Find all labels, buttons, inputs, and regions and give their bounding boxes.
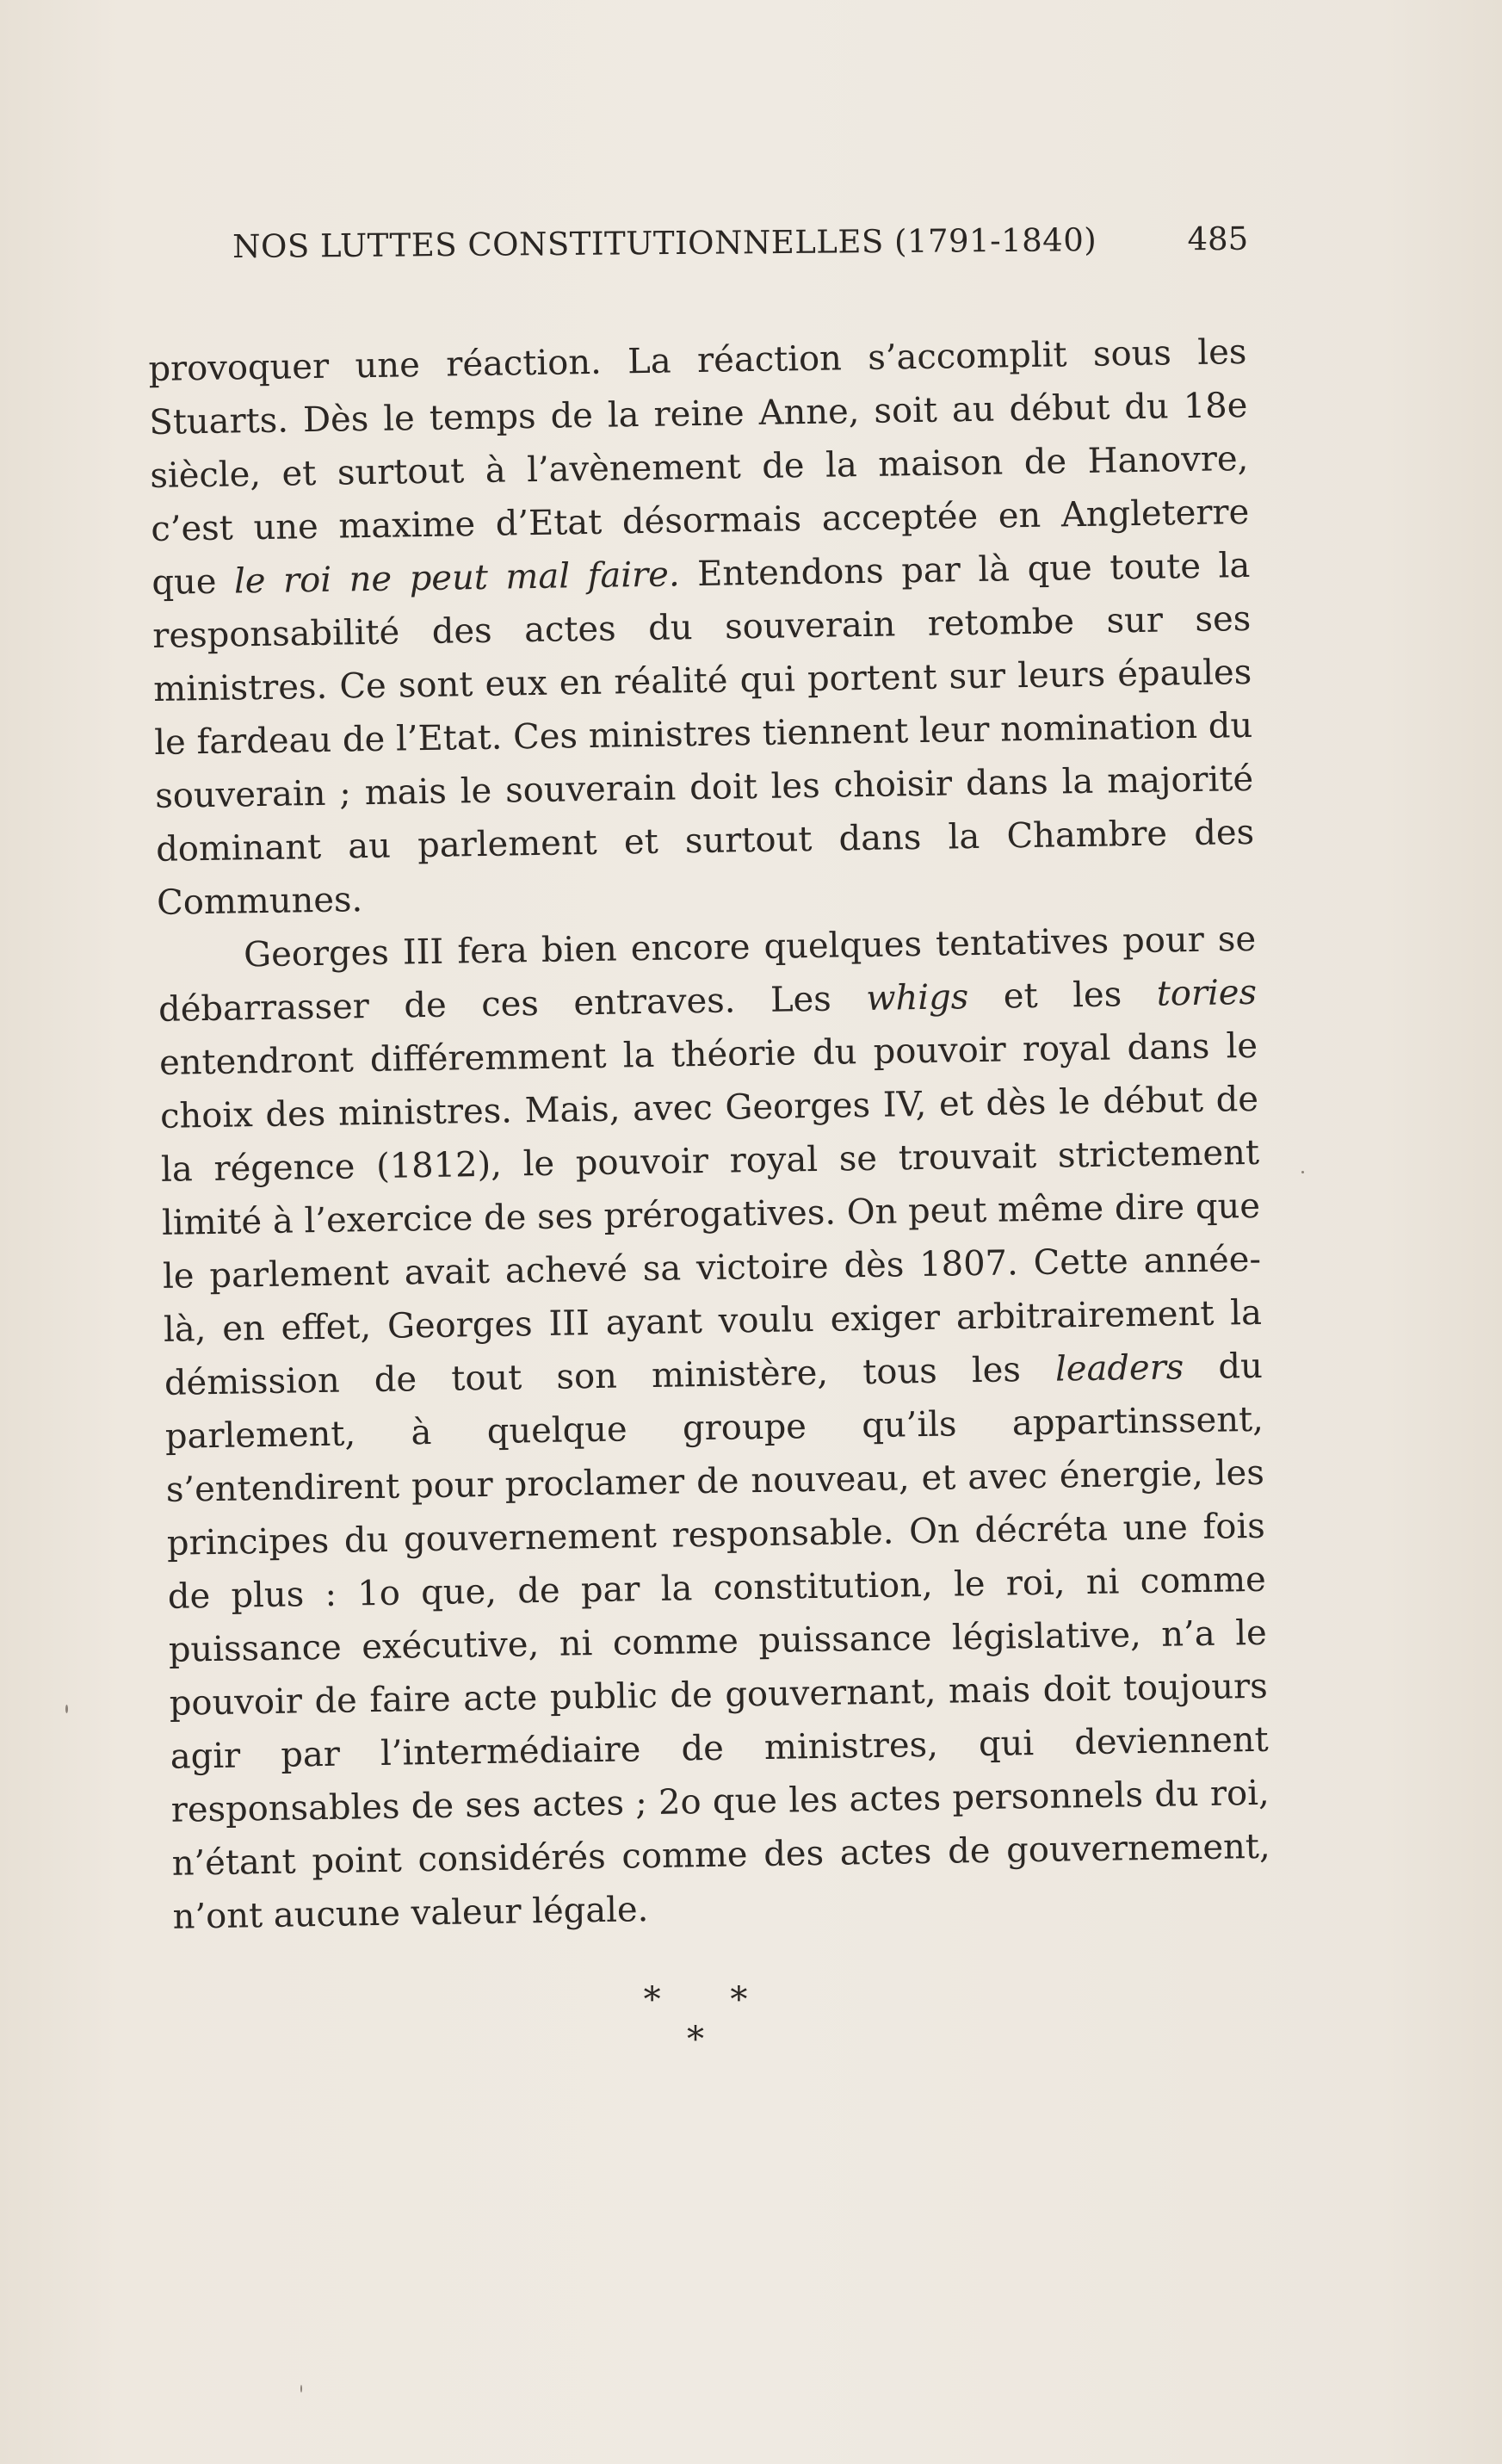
text-segment: provoquer une réaction. La réaction s’accomplit sous les Stuarts. Dès le temps de la reine Anne, soit au début du 18e siècle, et surtout à l’avènement de la maison de Hanovre, c’est une maxime d’Etat désormais acceptée en Angleterre que: [148, 331, 1250, 603]
section-ornament: * * *: [643, 1980, 777, 2059]
paper-speck: [300, 2385, 302, 2393]
paper-speck: [65, 1705, 68, 1713]
italic-phrase: le roi ne peut mal faire.: [233, 554, 680, 602]
paper-speck: [1301, 1171, 1304, 1173]
text-segment: et les: [967, 974, 1158, 1018]
running-head: NOS LUTTES CONSTITUTIONNELLES (1791-1840): [232, 221, 1097, 265]
page-number: 485: [1187, 220, 1249, 258]
italic-term-whigs: whigs: [865, 977, 969, 1018]
body-text: [148, 325, 1271, 1944]
text-segment: Entendons par là que toute la responsabilité des actes du souverain retombe sur ses ministres. Ce sont eux en réalité qui portent sur leurs épaules le fardeau de l’Etat. Ces ministres tiennent leur nomination du souverain ; mais le souverain doit les choisir dans la majorité dominant au parlement et surtout dans la Chambre des Communes.: [151, 545, 1255, 923]
paragraph-1: [148, 325, 1256, 930]
paragraph-2: [158, 913, 1271, 1944]
italic-term-leaders: leaders: [1054, 1347, 1184, 1390]
text-segment: du parlement, à quelque groupe qu’ils appartinssent, s’entendirent pour proclamer de nouveau, et avec énergie, les principes du gouvernement responsable. On décréta une fois de plus : 1o que, de par la constitution, le roi, ni comme puissance exécutive, ni comme puissance législative, n’a le pouvoir de faire acte public de gouvernant, mais doit toujours agir par l’intermédiaire de ministres, qui deviennent responsables de ses actes ; 2o que les actes personnels du roi, n’étant point considérés comme des actes de gouvernement, n’ont aucune valeur légale.: [164, 1346, 1270, 1937]
text-segment: entendront différemment la théorie du pouvoir royal dans le choix des ministres. Mais, avec Georges IV, et dès le début de la régence (1812), le pouvoir royal se trouvait strictement limité à l’exercice de ses prérogatives. On peut même dire que le parlement avait achevé sa victoire dès 1807. Cette année-là, en effet, Georges III ayant voulu exiger arbitrairement la démission de tout son ministère, tous les: [158, 1025, 1263, 1403]
page-header: [232, 220, 1248, 280]
text-segment: Georges III fera bien encore quelques tentatives pour se débarrasser de ces entraves. Les: [158, 919, 1257, 1030]
italic-term-tories: tories: [1156, 972, 1258, 1014]
